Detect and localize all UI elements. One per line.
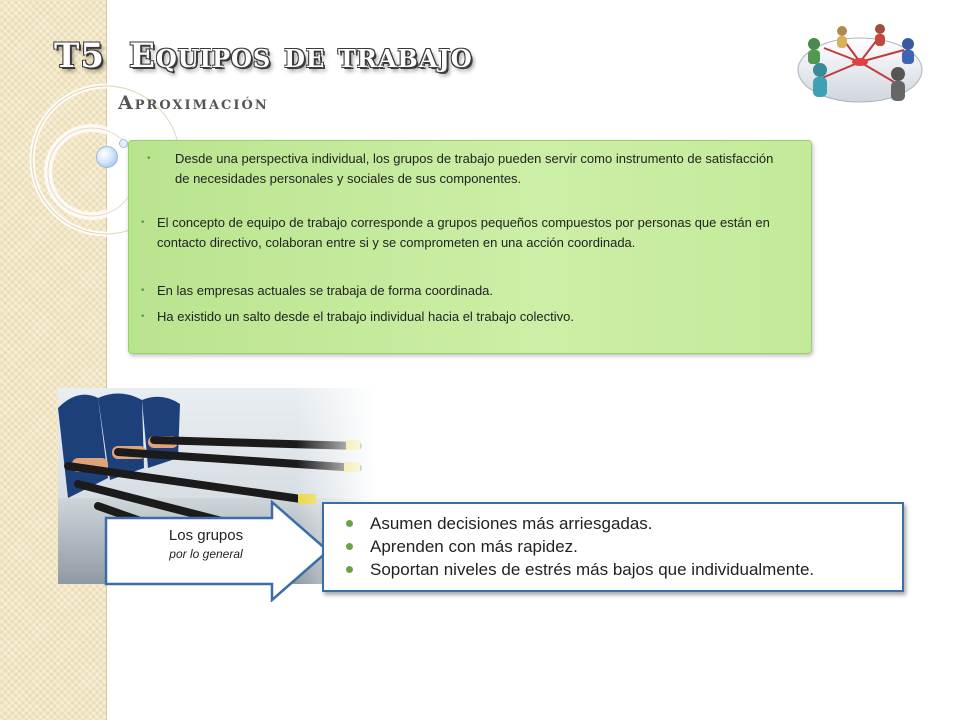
bullet-icon (346, 543, 353, 550)
bullet-icon: • (141, 217, 145, 228)
intro-bullet-item: • Ha existido un salto desde el trabajo individual hacia el trabajo colectivo. (157, 307, 787, 327)
intro-bullet-item: • En las empresas actuales se trabaja de forma coordinada. (157, 281, 787, 301)
characteristic-item: Soportan niveles de estrés más bajos que individualmente. (324, 558, 902, 581)
bullet-icon (346, 520, 353, 527)
intro-bullet-item: • El concepto de equipo de trabajo corresponde a grupos pequeños compuestos por personas que están en contacto directivo, colaboran entre si y se comprometen en una acción coordinada. (141, 215, 770, 250)
slide-title (54, 36, 473, 76)
bullet-icon: • (147, 153, 151, 164)
intro-text-box (128, 140, 812, 354)
groups-characteristics-box (322, 502, 904, 592)
characteristic-item: Asumen decisiones más arriesgadas. (324, 512, 902, 535)
intro-bullet-item: • Desde una perspectiva individual, los grupos de trabajo pueden servir como instrumento de satisfacción de necesidades personales y sociales de sus componentes. (147, 151, 774, 186)
team-network-icon (794, 22, 926, 108)
slide-subtitle: Aproximación (118, 92, 269, 114)
bullet-icon (346, 566, 353, 573)
decorative-side-strip (0, 0, 107, 720)
bullet-icon: • (141, 285, 145, 296)
arrow-label-line2: por lo general (169, 547, 243, 561)
decorative-bubble (96, 146, 118, 168)
arrow-label-line1: Los grupos (168, 527, 244, 544)
groups-arrow-text (118, 526, 294, 562)
decorative-bubble-small (119, 139, 128, 148)
slide-title-number: T5 (54, 36, 105, 76)
bullet-icon: • (141, 311, 145, 322)
slide-title-text: Equipos de trabajo (128, 36, 473, 76)
characteristic-item: Aprenden con más rapidez. (324, 535, 902, 558)
